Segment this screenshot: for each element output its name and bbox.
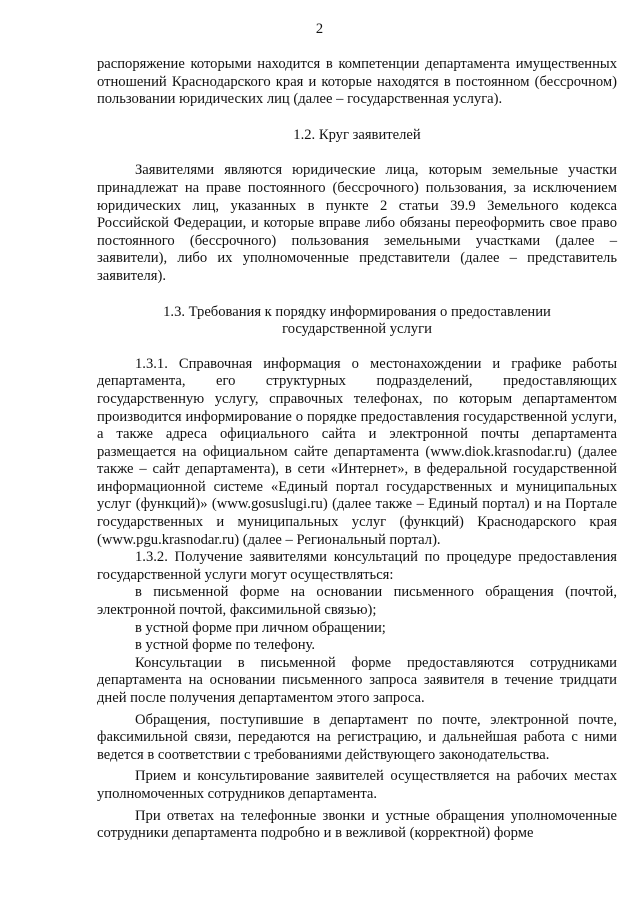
paragraph-1-3-1: 1.3.1. Справочная информация о местонахождении и графике работы департамента, его структурных подразделений, предоставляющих государственную услугу, справочных телефонах, по которым департаментом производится информирование о порядке предоставления государственной услуги, а также адреса официального сайта и электронной почты департамента размещается на официальном сайте департамента (www.diok.krasnodar.ru) (далее также – сайт департамента), в сети «Интернет», в федеральной государственной информационной системе «Единый портал государственных и муниципальных услуг (функций)» (www.gosuslugi.ru) (далее также – Единый портал) и на Портале государственных и муниципальных услуг (функций) Краснодарского края (www.pgu.krasnodar.ru) (далее – Региональный портал). xyxy=(97,355,617,548)
reception-paragraph: Прием и консультирование заявителей осуществляется на рабочих местах уполномоченных сотрудников департамента. xyxy=(97,768,617,802)
section-heading-1-3-line-2: государственной услуги xyxy=(282,321,432,338)
consultation-written: в письменной форме на основании письменного обращения (почтой, электронной почтой, факсимильной связью); xyxy=(97,584,617,619)
document-body xyxy=(97,56,617,843)
consultation-in-person: в устной форме при личном обращении; xyxy=(135,619,386,636)
section-heading-1-2: 1.2. Круг заявителей xyxy=(293,126,421,143)
continuation-paragraph: распоряжение которыми находится в компетенции департамента имущественных отношений Краснодарского края и которые находятся в постоянном (бессрочном) пользовании юридических лиц (далее – государственная услуга). xyxy=(97,56,617,108)
incoming-requests-paragraph: Обращения, поступившие в департамент по почте, электронной почте, факсимильной связи, передаются на регистрацию, и дальнейшая работа с ними ведется в соответствии с требованиями действующего законодательства. xyxy=(97,711,617,763)
phone-answers-paragraph: При ответах на телефонные звонки и устные обращения уполномоченные сотрудники департамента подробно и в вежливой (корректной) форме xyxy=(97,807,617,842)
page-number: 2 xyxy=(315,21,324,37)
paragraph-1-3-2: 1.3.2. Получение заявителями консультаций по процедуре предоставления государственной услуги могут осуществляться: xyxy=(97,549,617,583)
consultation-phone: в устной форме по телефону. xyxy=(135,637,316,654)
applicants-paragraph: Заявителями являются юридические лица, которым земельные участки принадлежат на праве постоянного (бессрочного) пользования, за исключением юридических лиц, указанных в пункте 2 статьи 39.9 Земельного кодекса Российской Федерации, и которые вправе либо обязаны переоформить свое право постоянного (бессрочного) пользования земельными участками (далее – заявители), либо их уполномоченные представители (далее – представитель заявителя). xyxy=(97,162,617,284)
section-heading-1-3-line-1: 1.3. Требования к порядку информирования о предоставлении xyxy=(163,303,551,320)
written-consultation-paragraph: Консультации в письменной форме предоставляются сотрудниками департамента на основании письменного запроса заявителя в течение тридцати дней после получения департаментом этого запроса. xyxy=(97,654,617,706)
